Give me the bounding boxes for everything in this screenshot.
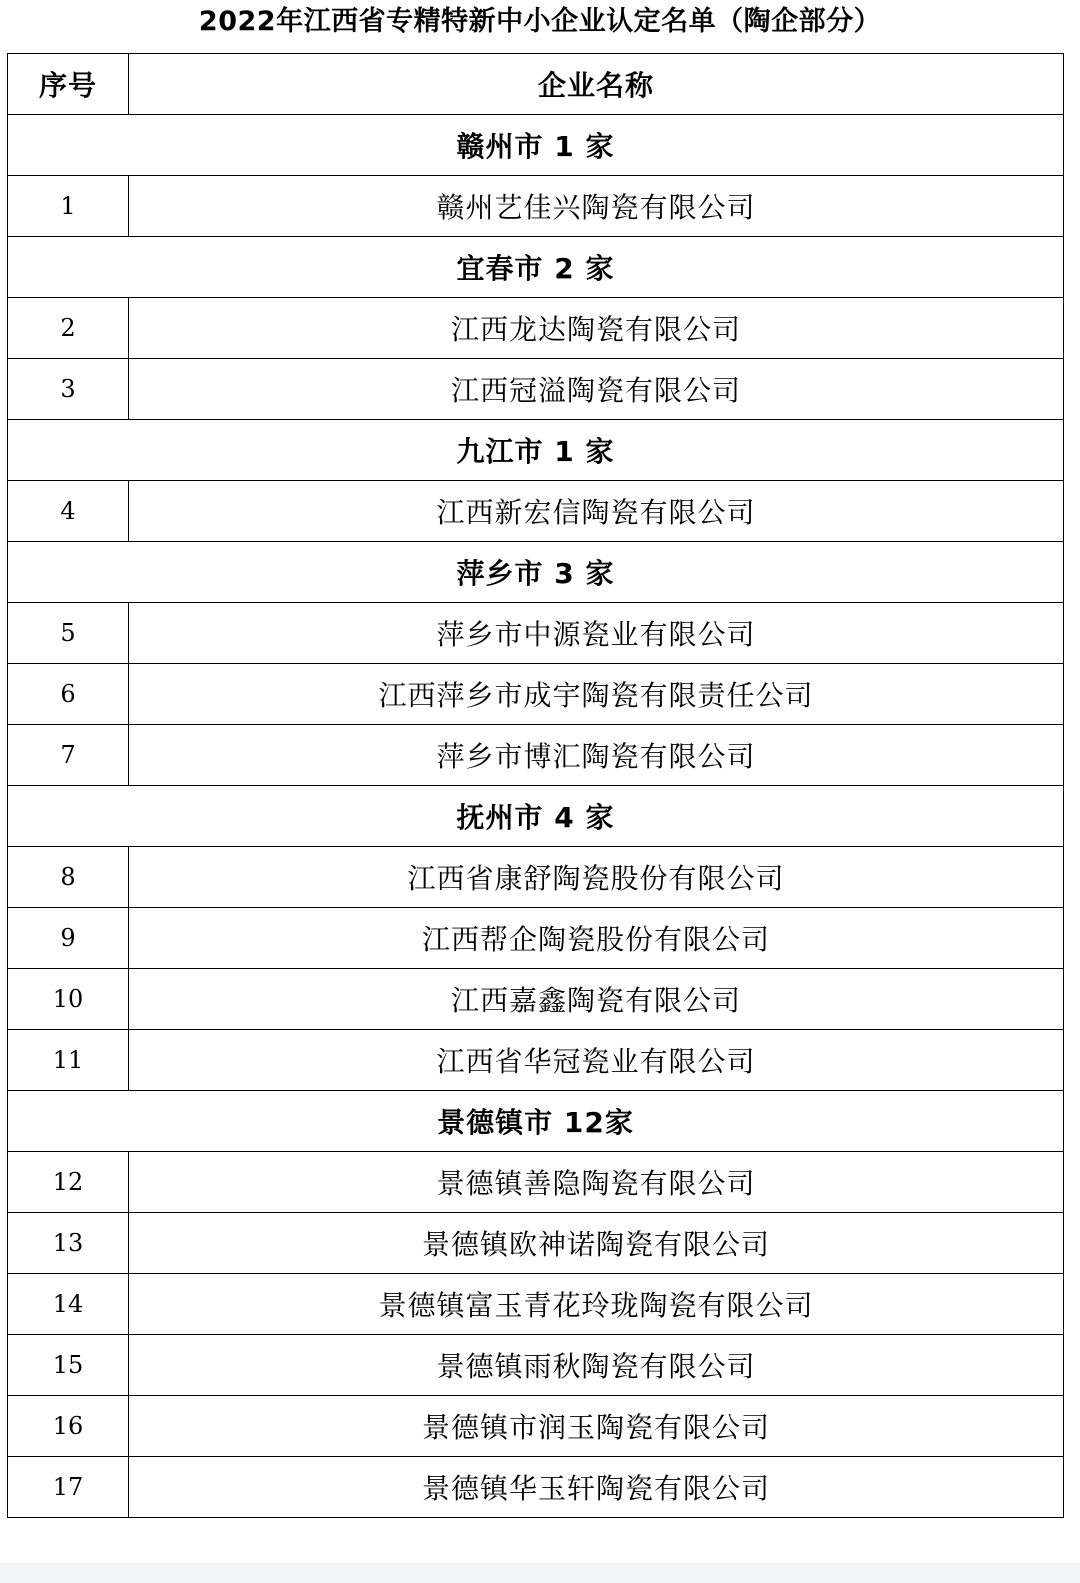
table-row — [8, 481, 1064, 542]
row-seq: 5 — [8, 603, 129, 664]
table-row — [8, 725, 1064, 786]
table-row — [8, 1213, 1064, 1274]
row-seq: 11 — [8, 1030, 129, 1091]
row-seq: 2 — [8, 298, 129, 359]
row-seq: 1 — [8, 176, 129, 237]
row-company-name: 景德镇市润玉陶瓷有限公司 — [129, 1396, 1064, 1457]
table-row — [8, 664, 1064, 725]
table-row — [8, 969, 1064, 1030]
row-company-name: 江西嘉鑫陶瓷有限公司 — [129, 969, 1064, 1030]
group-row — [8, 115, 1064, 176]
header-seq: 序号 — [8, 54, 129, 115]
group-label: 景德镇市 12家 — [8, 1091, 1064, 1152]
group-label: 宜春市 2 家 — [8, 237, 1064, 298]
row-seq: 17 — [8, 1457, 129, 1518]
table-row — [8, 1030, 1064, 1091]
group-row — [8, 542, 1064, 603]
row-seq: 14 — [8, 1274, 129, 1335]
row-company-name: 景德镇欧神诺陶瓷有限公司 — [129, 1213, 1064, 1274]
table-row — [8, 1457, 1064, 1518]
table-row — [8, 908, 1064, 969]
row-company-name: 江西省华冠瓷业有限公司 — [129, 1030, 1064, 1091]
row-company-name: 江西冠溢陶瓷有限公司 — [129, 359, 1064, 420]
group-label: 赣州市 1 家 — [8, 115, 1064, 176]
row-company-name: 江西帮企陶瓷股份有限公司 — [129, 908, 1064, 969]
table-row — [8, 1335, 1064, 1396]
table-header-row — [8, 54, 1064, 115]
row-seq: 12 — [8, 1152, 129, 1213]
group-label: 九江市 1 家 — [8, 420, 1064, 481]
row-company-name: 景德镇雨秋陶瓷有限公司 — [129, 1335, 1064, 1396]
row-company-name: 萍乡市中源瓷业有限公司 — [129, 603, 1064, 664]
row-seq: 8 — [8, 847, 129, 908]
row-company-name: 江西新宏信陶瓷有限公司 — [129, 481, 1064, 542]
row-seq: 4 — [8, 481, 129, 542]
table-row — [8, 176, 1064, 237]
row-company-name: 江西萍乡市成宇陶瓷有限责任公司 — [129, 664, 1064, 725]
group-row — [8, 237, 1064, 298]
row-seq: 3 — [8, 359, 129, 420]
row-seq: 9 — [8, 908, 129, 969]
table-row — [8, 1152, 1064, 1213]
table-row — [8, 298, 1064, 359]
enterprise-table — [7, 53, 1064, 1518]
row-seq: 10 — [8, 969, 129, 1030]
table-body — [8, 54, 1064, 1518]
row-company-name: 景德镇富玉青花玲珑陶瓷有限公司 — [129, 1274, 1064, 1335]
row-company-name: 赣州艺佳兴陶瓷有限公司 — [129, 176, 1064, 237]
row-seq: 7 — [8, 725, 129, 786]
table-row — [8, 1274, 1064, 1335]
row-company-name: 萍乡市博汇陶瓷有限公司 — [129, 725, 1064, 786]
table-row — [8, 847, 1064, 908]
group-row — [8, 786, 1064, 847]
table-row — [8, 359, 1064, 420]
group-label: 抚州市 4 家 — [8, 786, 1064, 847]
row-seq: 13 — [8, 1213, 129, 1274]
row-seq: 6 — [8, 664, 129, 725]
document-title: 2022年江西省专精特新中小企业认定名单（陶企部分） — [198, 6, 882, 37]
table-row — [8, 603, 1064, 664]
row-seq: 16 — [8, 1396, 129, 1457]
group-label: 萍乡市 3 家 — [8, 542, 1064, 603]
row-company-name: 景德镇华玉轩陶瓷有限公司 — [129, 1457, 1064, 1518]
row-company-name: 景德镇善隐陶瓷有限公司 — [129, 1152, 1064, 1213]
group-row — [8, 420, 1064, 481]
bottom-edge — [0, 1563, 1080, 1583]
group-row — [8, 1091, 1064, 1152]
row-company-name: 江西省康舒陶瓷股份有限公司 — [129, 847, 1064, 908]
header-name: 企业名称 — [129, 54, 1064, 115]
row-company-name: 江西龙达陶瓷有限公司 — [129, 298, 1064, 359]
table-row — [8, 1396, 1064, 1457]
row-seq: 15 — [8, 1335, 129, 1396]
